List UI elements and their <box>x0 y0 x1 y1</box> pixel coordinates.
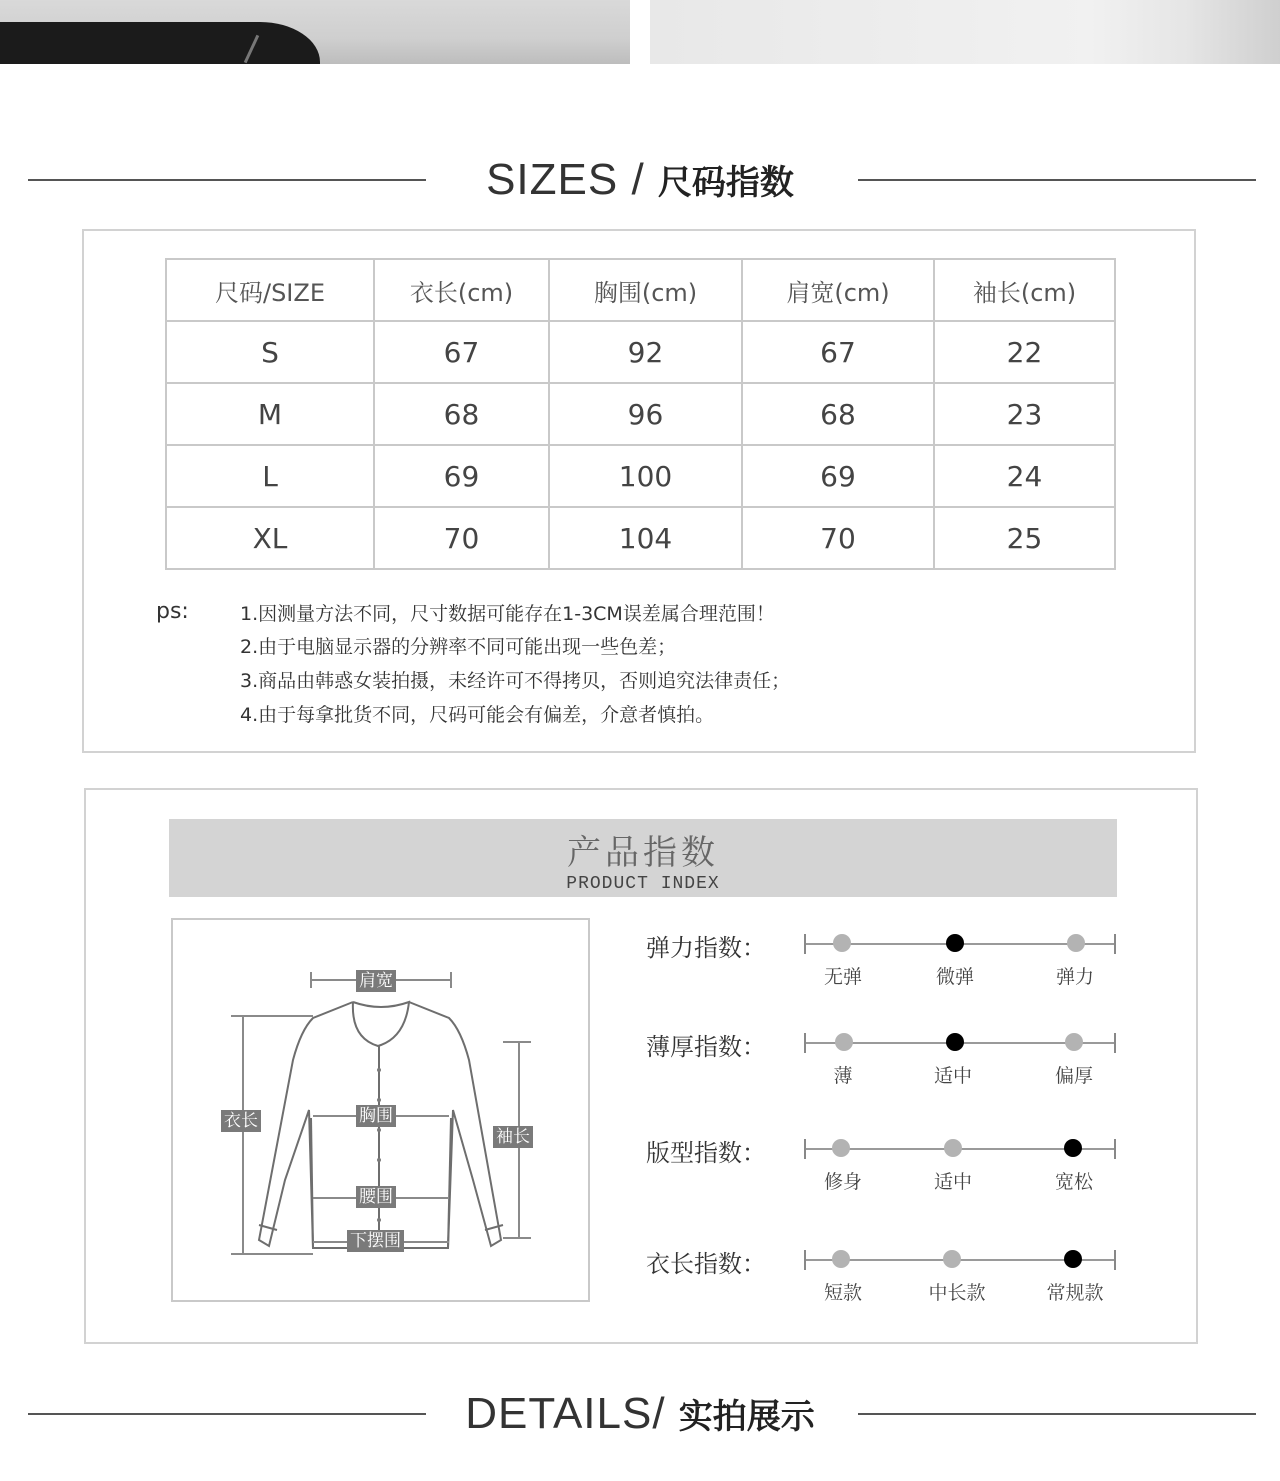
scale-name: 衣长指数： <box>646 1250 766 1278</box>
scale-cap <box>804 934 806 954</box>
scale-cap <box>804 1139 806 1159</box>
waist-label: 腰围 <box>356 1186 396 1208</box>
scale-dot <box>835 1033 853 1051</box>
product-index-panel <box>84 788 1198 1344</box>
size-table-header: 尺码/SIZE <box>166 259 374 321</box>
scale-cap <box>804 1033 806 1053</box>
length-cell: 69 <box>374 445 549 507</box>
notes-prefix: ps: <box>156 599 189 624</box>
scale-dot-selected <box>946 1033 964 1051</box>
scale-dot-selected <box>946 934 964 952</box>
details-title-en: DETAILS <box>465 1389 653 1438</box>
hem-label: 下摆围 <box>347 1230 404 1252</box>
size-table-header: 胸围(cm) <box>549 259 742 321</box>
size-cell: S <box>166 321 374 383</box>
note-item: 1.因测量方法不同，尺寸数据可能存在1-3CM误差属合理范围！ <box>240 603 775 625</box>
scale-dot <box>944 1139 962 1157</box>
scale-dot <box>1065 1033 1083 1051</box>
scale-dot <box>832 1139 850 1157</box>
scale-name: 薄厚指数： <box>646 1033 766 1061</box>
sleeve-cell: 24 <box>934 445 1115 507</box>
size-cell: M <box>166 383 374 445</box>
sizes-section-header <box>0 150 1280 210</box>
scale-option: 薄 <box>833 1065 853 1087</box>
size-table-header: 衣长(cm) <box>374 259 549 321</box>
details-title-divider: / <box>652 1389 679 1438</box>
shoulder-label: 肩宽 <box>356 970 396 992</box>
product-index-banner <box>169 819 1117 897</box>
sizes-title <box>0 150 1280 219</box>
scale-cap <box>1114 1250 1116 1270</box>
shoulder-cell: 69 <box>742 445 934 507</box>
scale-dot <box>833 934 851 952</box>
scale-option: 偏厚 <box>1054 1065 1093 1087</box>
scale-option: 短款 <box>823 1282 862 1304</box>
measurement-diagram <box>171 918 590 1302</box>
details-section-header <box>0 1384 1280 1444</box>
note-item: 3.商品由韩惑女装拍摄，未经许可不得拷贝，否则追究法律责任； <box>240 670 791 692</box>
scale-cap <box>804 1250 806 1270</box>
scale-option: 宽松 <box>1054 1171 1093 1193</box>
chest-label: 胸围 <box>356 1105 396 1127</box>
size-table-header: 袖长(cm) <box>934 259 1115 321</box>
scale-dot-selected <box>1064 1250 1082 1268</box>
scale-option: 弹力 <box>1055 966 1094 988</box>
scale-option: 微弹 <box>935 966 974 988</box>
shoulder-cell: 70 <box>742 507 934 569</box>
size-table-header: 肩宽(cm) <box>742 259 934 321</box>
size-cell: XL <box>166 507 374 569</box>
sizes-title-en: SIZES <box>486 155 619 204</box>
scale-dot <box>943 1250 961 1268</box>
scale-dot <box>832 1250 850 1268</box>
chest-cell: 104 <box>549 507 742 569</box>
note-item: 4.由于每拿批货不同，尺码可能会有偏差，介意者慎拍。 <box>240 704 715 726</box>
scale-name: 弹力指数： <box>646 934 766 962</box>
size-cell: L <box>166 445 374 507</box>
scale-dot-selected <box>1064 1139 1082 1157</box>
scale-option: 常规款 <box>1046 1282 1104 1304</box>
product-index-title-en: PRODUCT INDEX <box>566 874 720 894</box>
scale-option: 适中 <box>933 1065 972 1087</box>
note-item: 2.由于电脑显示器的分辨率不同可能出现一些色差； <box>240 636 677 658</box>
chest-cell: 100 <box>549 445 742 507</box>
thickness-scale <box>646 1027 1126 1097</box>
table-row <box>166 507 1115 569</box>
scale-option: 修身 <box>823 1171 862 1193</box>
scale-option: 中长款 <box>928 1282 986 1304</box>
size-chart-panel <box>82 229 1196 753</box>
shoulder-cell: 67 <box>742 321 934 383</box>
chest-cell: 92 <box>549 321 742 383</box>
length-cell: 67 <box>374 321 549 383</box>
scale-option: 适中 <box>933 1171 972 1193</box>
sleeve-cell: 23 <box>934 383 1115 445</box>
sizes-title-divider: / <box>618 155 658 204</box>
sizes-title-zh: 尺码指数 <box>657 163 794 203</box>
table-row <box>166 383 1115 445</box>
product-photo-right <box>650 0 1280 64</box>
length-label: 衣长 <box>221 1110 261 1132</box>
photo-dark-garment <box>0 22 320 64</box>
scale-dot <box>1067 934 1085 952</box>
scale-cap <box>1114 934 1116 954</box>
scale-name: 版型指数： <box>646 1139 766 1167</box>
elasticity-scale <box>646 928 1126 998</box>
scale-cap <box>1114 1033 1116 1053</box>
sleeve-cell: 22 <box>934 321 1115 383</box>
chest-cell: 96 <box>549 383 742 445</box>
table-row <box>166 321 1115 383</box>
photo-shadow <box>1190 0 1280 64</box>
size-table <box>165 258 1116 570</box>
details-title-zh: 实拍展示 <box>678 1397 815 1437</box>
table-row <box>166 445 1115 507</box>
sleeve-label: 袖长 <box>493 1126 533 1148</box>
length-cell: 68 <box>374 383 549 445</box>
sleeve-cell: 25 <box>934 507 1115 569</box>
scale-cap <box>1114 1139 1116 1159</box>
product-index-title-zh: 产品指数 <box>567 833 719 873</box>
details-title <box>0 1384 1280 1453</box>
scale-option: 无弹 <box>823 966 862 988</box>
product-photo-left <box>0 0 630 64</box>
length-scale <box>646 1244 1126 1314</box>
size-table-header-row <box>166 259 1115 321</box>
shoulder-cell: 68 <box>742 383 934 445</box>
fit-scale <box>646 1133 1126 1203</box>
length-cell: 70 <box>374 507 549 569</box>
